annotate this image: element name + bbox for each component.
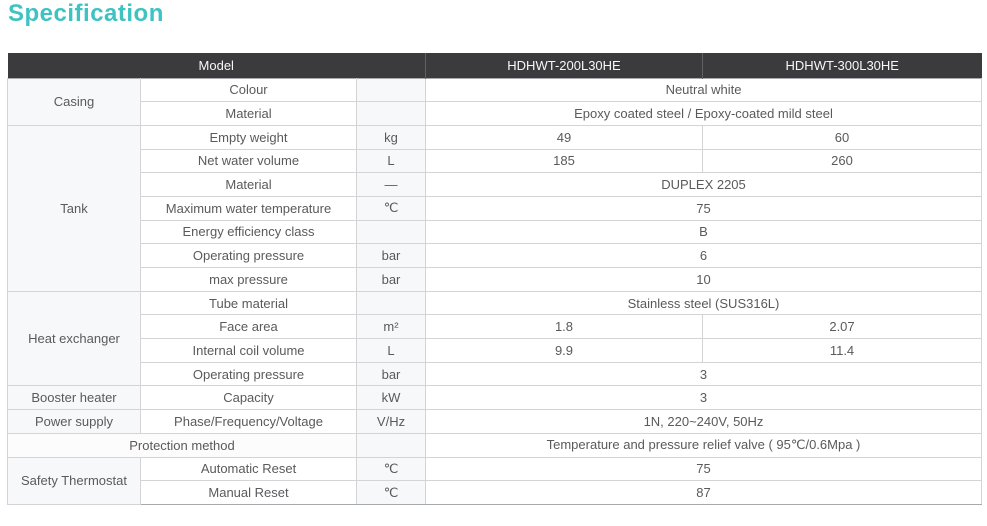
- spec-unit-cell: bar: [357, 362, 426, 386]
- spec-value-cell: 1N, 220~240V, 50Hz: [426, 410, 982, 434]
- spec-unit-cell: L: [357, 149, 426, 173]
- spec-label-cell: Colour: [141, 78, 357, 102]
- spec-unit-cell: ℃: [357, 196, 426, 220]
- spec-unit-cell: [357, 291, 426, 315]
- category-cell-protection-method: Protection method: [8, 433, 357, 457]
- spec-value-cell: 10: [426, 268, 982, 292]
- spec-label-cell: Operating pressure: [141, 362, 357, 386]
- spec-value-cell-200: 9.9: [426, 339, 703, 363]
- spec-label-cell: Capacity: [141, 386, 357, 410]
- table-row: [8, 362, 982, 386]
- spec-value-cell: DUPLEX 2205: [426, 173, 982, 197]
- spec-value-cell: 75: [426, 457, 982, 481]
- spec-label-cell: Maximum water temperature: [141, 196, 357, 220]
- table-row: [8, 433, 982, 457]
- spec-label-cell: Material: [141, 102, 357, 126]
- spec-value-cell-200: 49: [426, 125, 703, 149]
- spec-value-cell: Stainless steel (SUS316L): [426, 291, 982, 315]
- spec-label-cell: Material: [141, 173, 357, 197]
- spec-label-cell: Empty weight: [141, 125, 357, 149]
- spec-unit-cell: kg: [357, 125, 426, 149]
- spec-value-cell: 6: [426, 244, 982, 268]
- spec-value-cell: 87: [426, 481, 982, 505]
- spec-unit-cell: L: [357, 339, 426, 363]
- table-row: [8, 220, 982, 244]
- spec-value-cell-300: 11.4: [703, 339, 982, 363]
- spec-value-cell: 75: [426, 196, 982, 220]
- spec-value-cell: 3: [426, 362, 982, 386]
- spec-label-cell: Net water volume: [141, 149, 357, 173]
- spec-value-cell-300: 260: [703, 149, 982, 173]
- header-model-200: HDHWT-200L30HE: [426, 53, 703, 78]
- category-cell-safety-thermostat: Safety Thermostat: [8, 457, 141, 504]
- table-row: [8, 244, 982, 268]
- spec-value-cell-300: 60: [703, 125, 982, 149]
- table-row: [8, 386, 982, 410]
- spec-unit-cell: bar: [357, 268, 426, 292]
- table-row: [8, 315, 982, 339]
- specification-table: [7, 53, 982, 505]
- category-cell-tank: Tank: [8, 125, 141, 291]
- spec-unit-cell: kW: [357, 386, 426, 410]
- spec-unit-cell: ℃: [357, 481, 426, 505]
- table-row: [8, 481, 982, 505]
- spec-value-cell-200: 185: [426, 149, 703, 173]
- spec-value-cell: 3: [426, 386, 982, 410]
- spec-label-cell: Internal coil volume: [141, 339, 357, 363]
- table-row: [8, 268, 982, 292]
- spec-label-cell: Manual Reset: [141, 481, 357, 505]
- table-row: [8, 102, 982, 126]
- spec-value-cell: Temperature and pressure relief valve ( 95℃/0.6Mpa ): [426, 433, 982, 457]
- table-row: [8, 196, 982, 220]
- spec-value-cell: B: [426, 220, 982, 244]
- spec-value-cell: Epoxy coated steel / Epoxy-coated mild steel: [426, 102, 982, 126]
- spec-unit-cell: [357, 102, 426, 126]
- table-row: [8, 149, 982, 173]
- spec-value-cell-300: 2.07: [703, 315, 982, 339]
- table-row: [8, 410, 982, 434]
- table-row: [8, 78, 982, 102]
- header-model-label: Model: [8, 53, 426, 78]
- spec-unit-cell: [357, 433, 426, 457]
- spec-unit-cell: ℃: [357, 457, 426, 481]
- category-cell-booster-heater: Booster heater: [8, 386, 141, 410]
- table-row: [8, 291, 982, 315]
- spec-value-cell-200: 1.8: [426, 315, 703, 339]
- category-cell-heat-exchanger: Heat exchanger: [8, 291, 141, 386]
- table-header-row: [8, 53, 982, 78]
- table-row: [8, 173, 982, 197]
- spec-unit-cell: V/Hz: [357, 410, 426, 434]
- category-cell-power-supply: Power supply: [8, 410, 141, 434]
- spec-label-cell: Automatic Reset: [141, 457, 357, 481]
- header-model-300: HDHWT-300L30HE: [703, 53, 982, 78]
- spec-label-cell: Operating pressure: [141, 244, 357, 268]
- table-row: [8, 339, 982, 363]
- spec-unit-cell: —: [357, 173, 426, 197]
- spec-unit-cell: m²: [357, 315, 426, 339]
- spec-unit-cell: bar: [357, 244, 426, 268]
- spec-label-cell: max pressure: [141, 268, 357, 292]
- spec-label-cell: Energy efficiency class: [141, 220, 357, 244]
- spec-label-cell: Face area: [141, 315, 357, 339]
- spec-value-cell: Neutral white: [426, 78, 982, 102]
- spec-unit-cell: [357, 220, 426, 244]
- spec-unit-cell: [357, 78, 426, 102]
- table-row: [8, 457, 982, 481]
- spec-label-cell: Phase/Frequency/Voltage: [141, 410, 357, 434]
- category-cell-casing: Casing: [8, 78, 141, 125]
- spec-label-cell: Tube material: [141, 291, 357, 315]
- table-row: [8, 125, 982, 149]
- page-title: Specification: [8, 0, 164, 27]
